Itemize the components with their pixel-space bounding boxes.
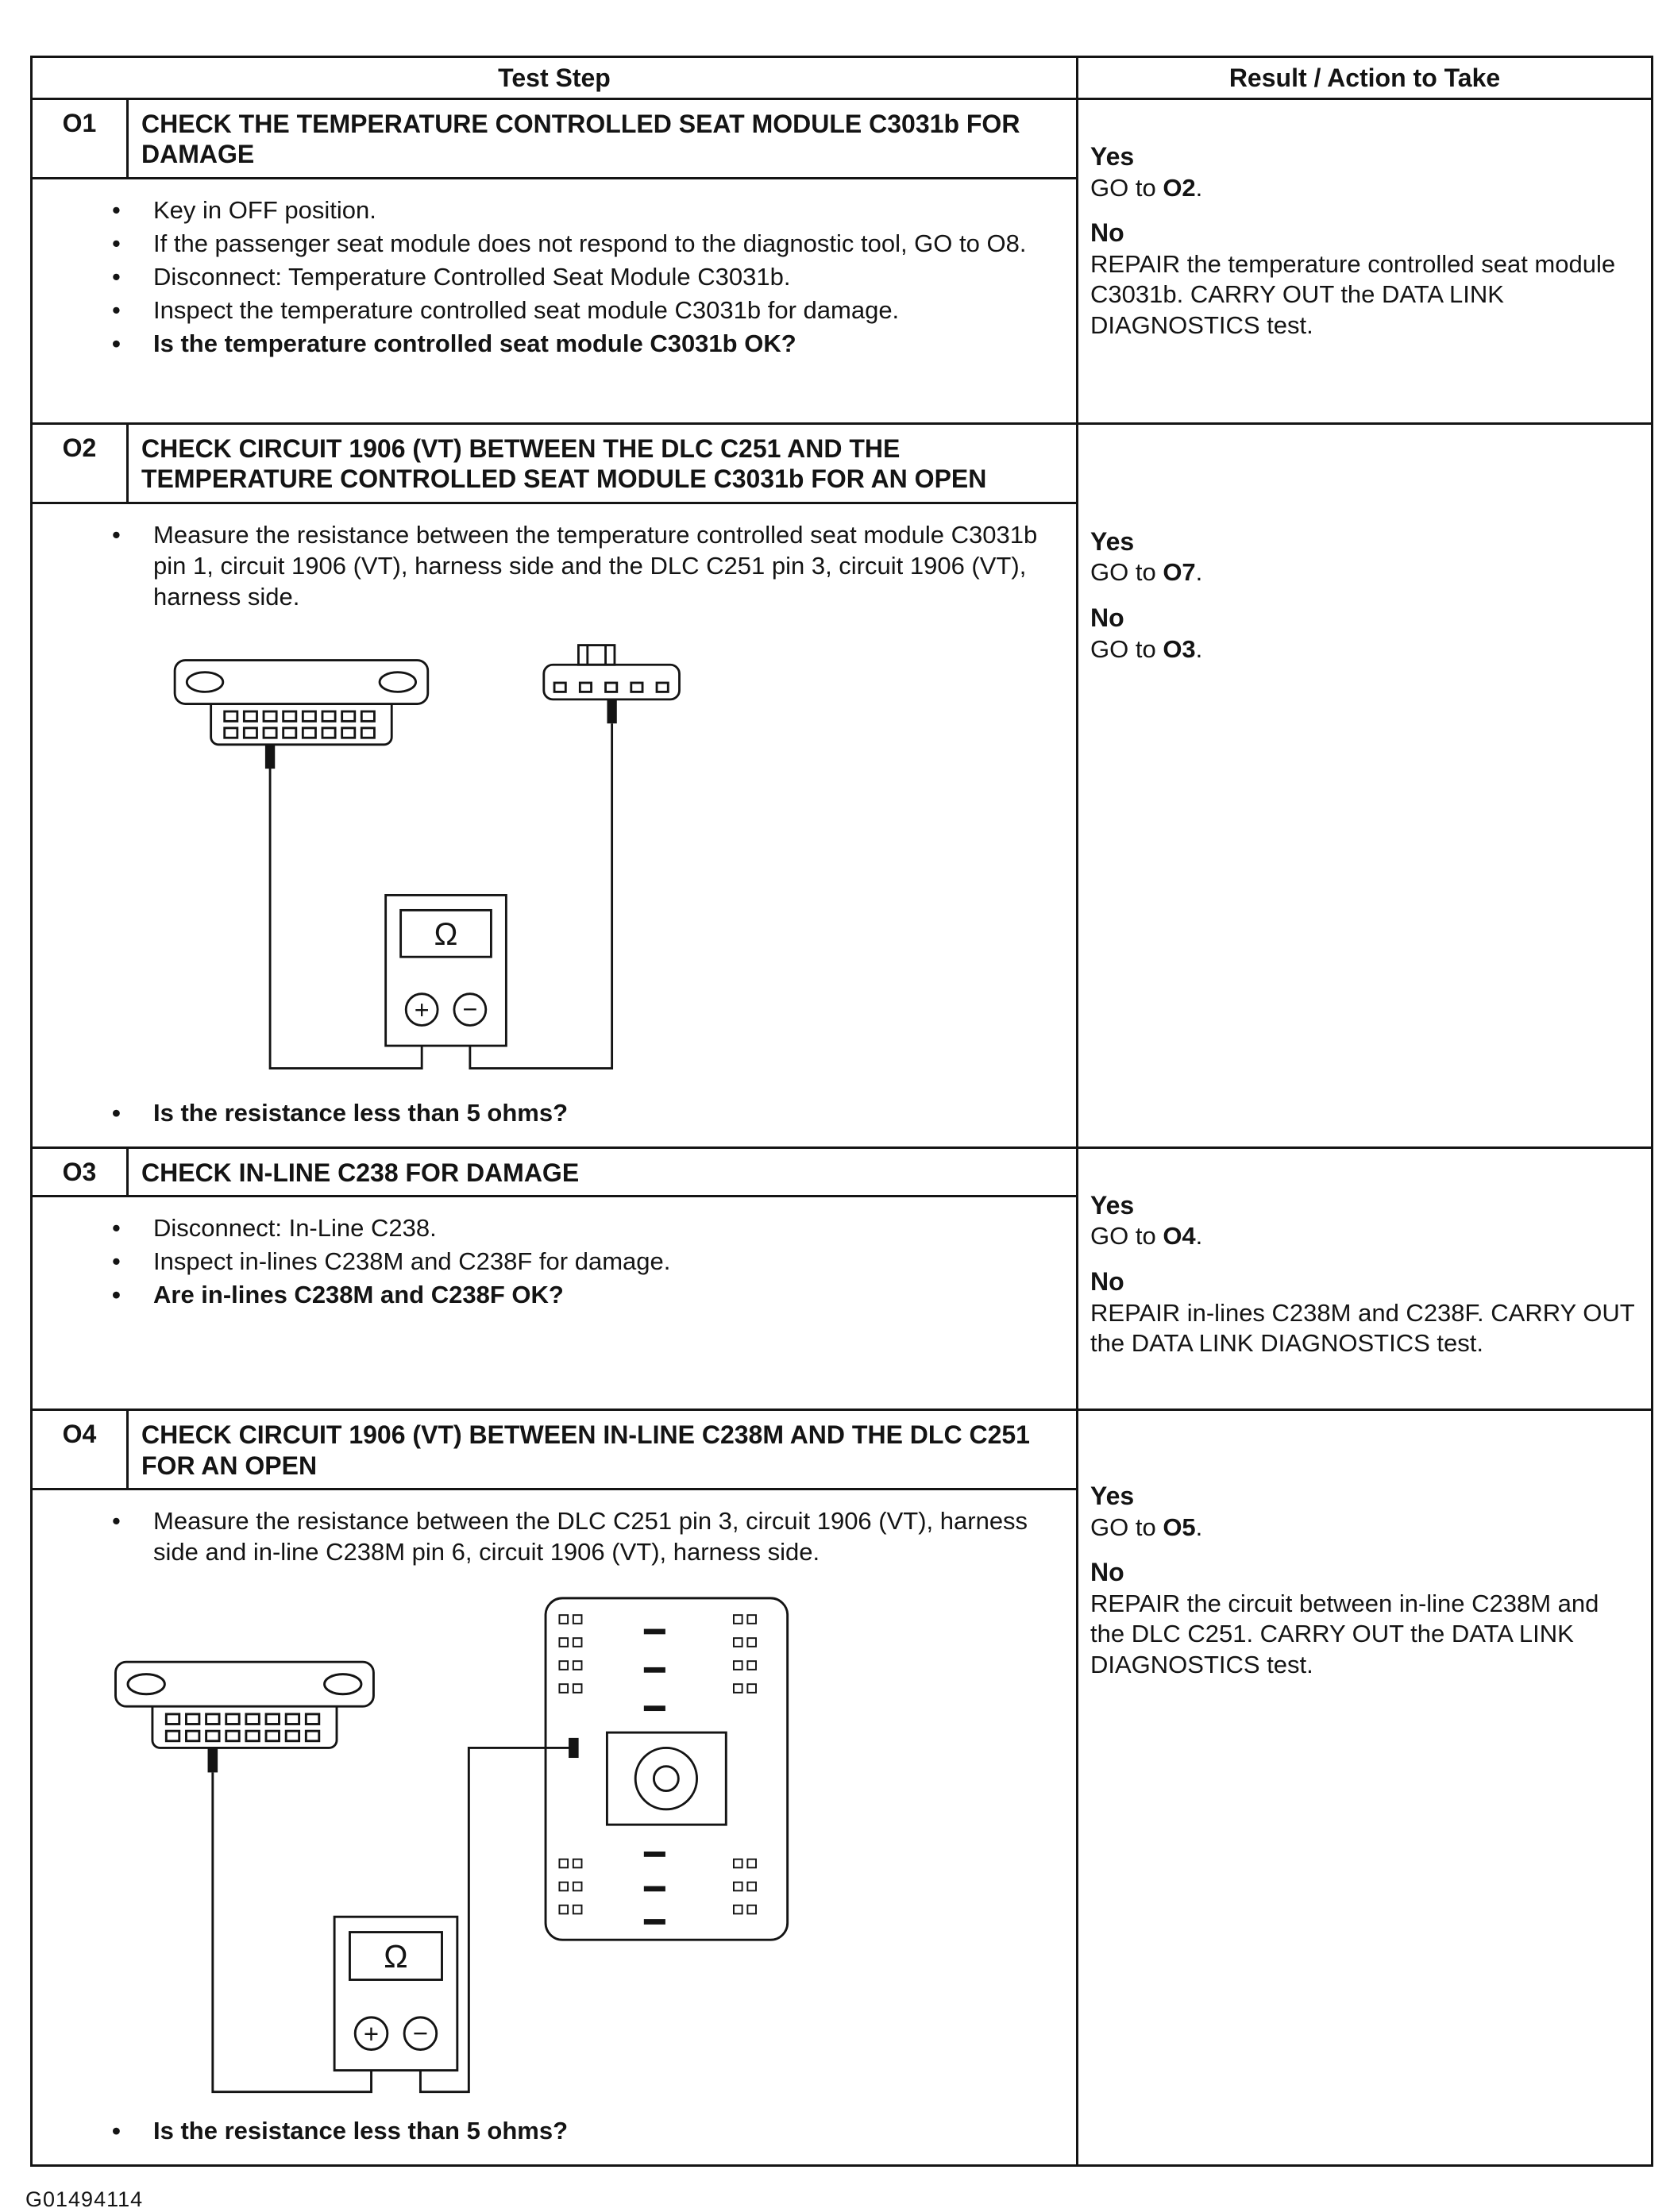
test-row-o1 <box>33 100 1651 425</box>
no-text: REPAIR the circuit between in-line C238M and the DLC C251. CARRY OUT the DATA LINK DIAGNOSTICS test. <box>1090 1589 1599 1678</box>
probe-lead <box>607 699 616 723</box>
result-cell <box>1078 100 1651 422</box>
yes-text: GO to O5. <box>1090 1513 1203 1541</box>
plus-terminal-label: + <box>414 995 430 1024</box>
dlc-connector <box>175 660 428 769</box>
step-bullet: • Disconnect: In-Line C238. <box>112 1212 1052 1243</box>
step-bullet: • Inspect the temperature controlled seat module C3031b for damage. <box>112 295 1052 326</box>
bullet-dot: • <box>112 295 121 324</box>
step-question: • Is the resistance less than 5 ohms? <box>112 2115 1052 2146</box>
resistance-check-diagram-o4 <box>104 1594 1052 2109</box>
step-title-bar <box>33 1149 1076 1197</box>
yes-label: Yes <box>1090 1482 1135 1511</box>
yes-label: Yes <box>1090 142 1135 171</box>
column-header-test-step: Test Step <box>33 58 1078 98</box>
yes-action <box>1090 526 1637 588</box>
step-title-bar <box>33 425 1076 504</box>
column-header-result: Result / Action to Take <box>1228 64 1501 92</box>
test-step-cell <box>33 1411 1078 2164</box>
bullet-dot: • <box>112 1247 121 1276</box>
step-number: O4 <box>33 1411 129 1488</box>
yes-text: GO to O7. <box>1090 558 1203 587</box>
step-title: CHECK THE TEMPERATURE CONTROLLED SEAT MODULE C3031b FOR DAMAGE <box>141 110 1020 169</box>
ohmmeter-symbol: Ω <box>384 1938 408 1975</box>
bullet-dot: • <box>112 1506 121 1535</box>
test-step-cell <box>33 425 1078 1146</box>
step-title-bar <box>33 1411 1076 1490</box>
minus-terminal-label: − <box>462 994 478 1023</box>
bullet-dot: • <box>112 329 121 357</box>
step-bullet: • Key in OFF position. <box>112 195 1052 225</box>
step-number: O3 <box>33 1149 129 1195</box>
step-bullet: • Inspect in-lines C238M and C238F for damage. <box>112 1246 1052 1277</box>
inline-connector-c238m <box>546 1598 788 1940</box>
round-cavity-outer <box>635 1748 696 1809</box>
round-cavity-inner <box>654 1767 678 1791</box>
bullet-dot: • <box>112 229 121 257</box>
test-step-cell <box>33 1149 1078 1409</box>
probe-lead <box>208 1748 218 1772</box>
no-label: No <box>1090 1266 1124 1296</box>
table-header-row <box>33 58 1651 100</box>
ohmmeter <box>334 1917 457 2070</box>
result-cell <box>1078 1149 1651 1409</box>
no-label: No <box>1090 603 1124 632</box>
result-cell <box>1078 1411 1651 2164</box>
yes-action <box>1090 1481 1637 1543</box>
step-bullet: • If the passenger seat module does not respond to the diagnostic tool, GO to O8. <box>112 228 1052 259</box>
no-action <box>1090 603 1637 665</box>
step-bullet: • Disconnect: Temperature Controlled Seat Module C3031b. <box>112 261 1052 292</box>
step-bullet: • Measure the resistance between the temperature controlled seat module C3031b pin 1, circuit 1906 (VT), harness side and the DLC C251 pin 3, circuit 1906 (VT), harness side. <box>112 519 1052 612</box>
no-text: GO to O3. <box>1090 634 1203 663</box>
minus-terminal-label: − <box>412 2017 429 2048</box>
yes-label: Yes <box>1090 526 1135 556</box>
bullet-dot: • <box>112 262 121 291</box>
ohmmeter <box>386 895 507 1046</box>
no-action <box>1090 1557 1637 1680</box>
step-question: • Is the resistance less than 5 ohms? <box>112 1097 1052 1128</box>
step-number: O2 <box>33 425 129 502</box>
bullet-dot: • <box>112 1214 121 1243</box>
bullet-dot: • <box>112 1098 121 1127</box>
step-question: • Are in-lines C238M and C238F OK? <box>112 1279 1052 1310</box>
step-content <box>33 1197 1076 1409</box>
pinpoint-test-table <box>30 56 1653 2167</box>
figure-code: G01494114 <box>25 2187 144 2212</box>
no-action <box>1090 218 1637 341</box>
step-question: • Is the temperature controlled seat module C3031b OK? <box>112 328 1052 359</box>
yes-text: GO to O2. <box>1090 173 1203 202</box>
bullet-dot: • <box>112 195 121 224</box>
yes-label: Yes <box>1090 1190 1135 1220</box>
step-title: CHECK CIRCUIT 1906 (VT) BETWEEN IN-LINE C238M AND THE DLC C251 FOR AN OPEN <box>141 1420 1030 1480</box>
resistance-check-diagram-o2 <box>160 639 1052 1091</box>
no-text: REPAIR in-lines C238M and C238F. CARRY OUT the DATA LINK DIAGNOSTICS test. <box>1090 1298 1635 1357</box>
step-title-bar <box>33 100 1076 179</box>
step-number: O1 <box>33 100 129 177</box>
step-content <box>33 1490 1076 2164</box>
step-bullet: • Measure the resistance between the DLC C251 pin 3, circuit 1906 (VT), harness side and in-line C238M pin 6, circuit 1906 (VT), harness side. <box>112 1505 1052 1567</box>
step-content <box>33 504 1076 1146</box>
connector-pins <box>554 683 668 692</box>
step-title: CHECK IN-LINE C238 FOR DAMAGE <box>141 1158 580 1187</box>
bullet-dot: • <box>112 2117 121 2145</box>
seat-module-connector <box>544 645 680 723</box>
yes-action <box>1090 141 1637 203</box>
test-row-o2 <box>33 425 1651 1149</box>
test-step-cell <box>33 100 1078 422</box>
no-label: No <box>1090 1558 1124 1587</box>
round-cavity-frame <box>607 1732 726 1825</box>
step-title: CHECK CIRCUIT 1906 (VT) BETWEEN THE DLC C251 AND THE TEMPERATURE CONTROLLED SEAT MODULE C3031b FOR AN OPEN <box>141 434 987 494</box>
no-action <box>1090 1266 1637 1359</box>
bullet-dot: • <box>112 520 121 549</box>
dlc-pins <box>225 711 375 738</box>
no-text: REPAIR the temperature controlled seat module C3031b. CARRY OUT the DATA LINK DIAGNOSTICS test. <box>1090 249 1616 339</box>
result-cell <box>1078 425 1651 1146</box>
step-content <box>33 179 1076 422</box>
dlc-pins <box>166 1714 318 1741</box>
dlc-connector <box>116 1662 374 1772</box>
yes-text: GO to O4. <box>1090 1222 1203 1251</box>
bullet-dot: • <box>112 1281 121 1309</box>
test-row-o3 <box>33 1149 1651 1411</box>
plus-terminal-label: + <box>363 2018 380 2048</box>
ohmmeter-symbol: Ω <box>434 916 458 952</box>
test-row-o4 <box>33 1411 1651 2164</box>
yes-action <box>1090 1190 1637 1252</box>
no-label: No <box>1090 218 1124 248</box>
